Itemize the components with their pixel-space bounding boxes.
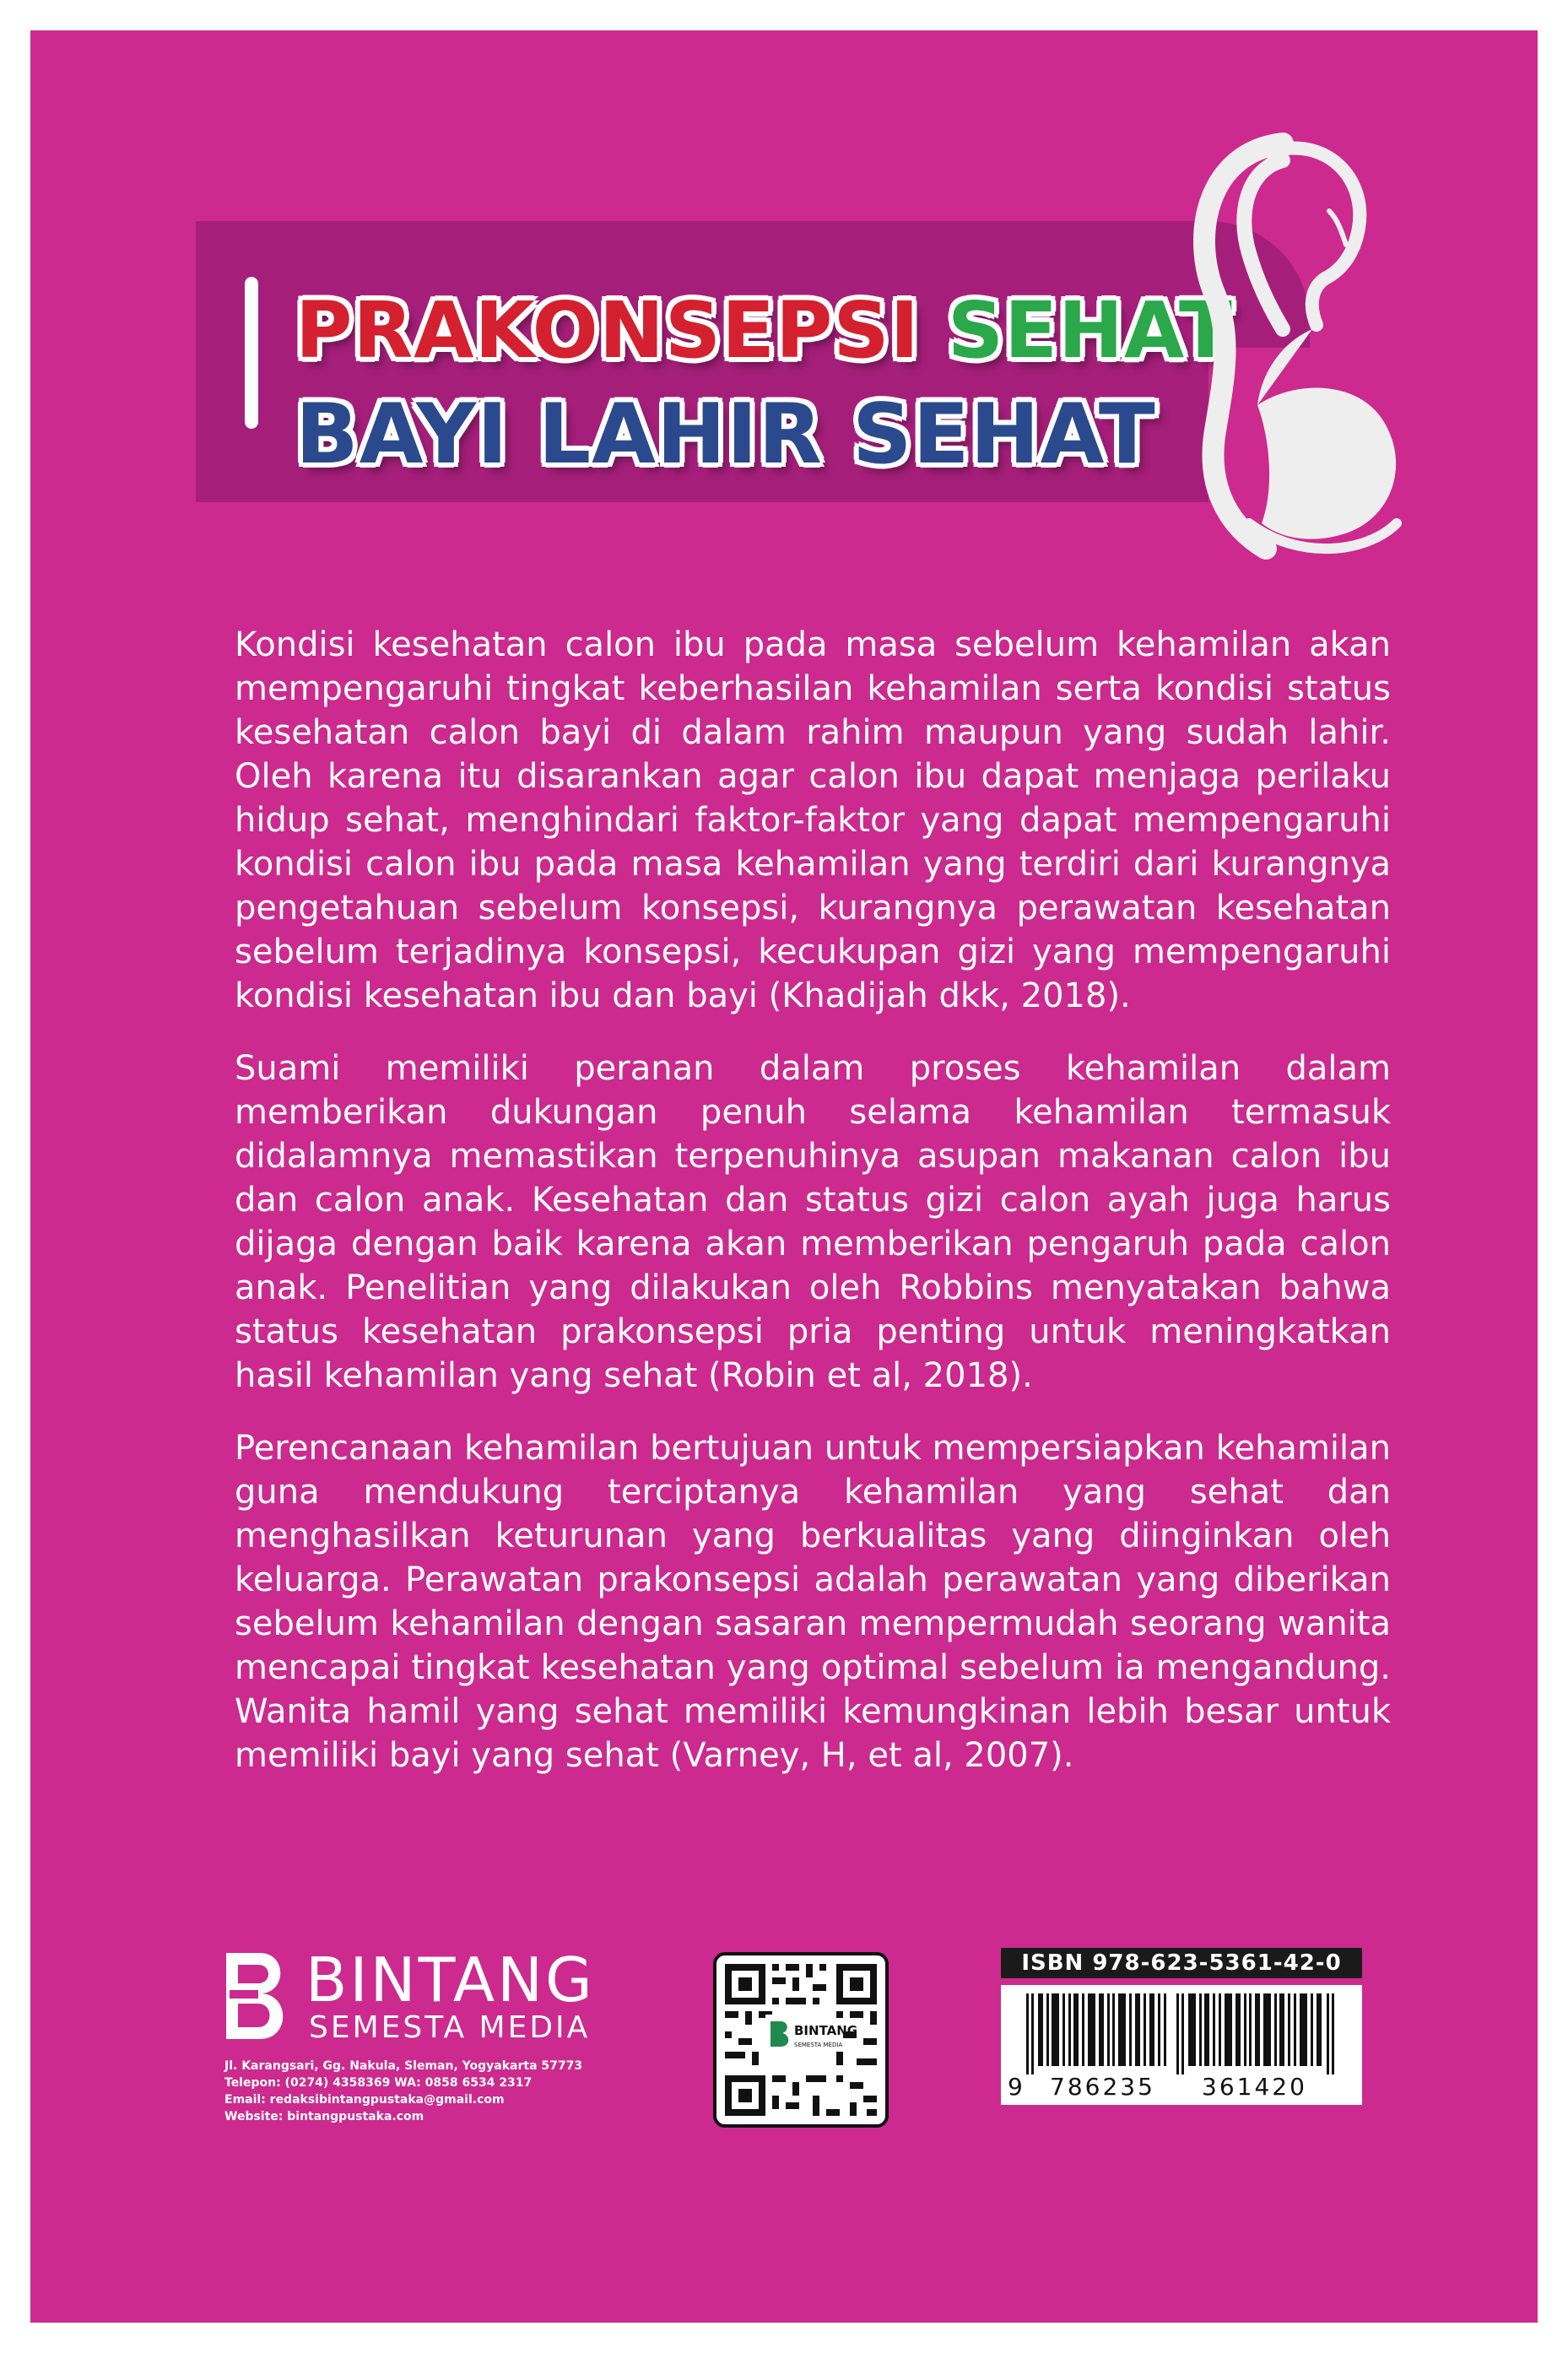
title-accent-bar [245, 277, 258, 429]
blurb-paragraph-2: Suami memiliki peranan dalam proses kehamilan dalam memberikan dukungan penuh selama kehamilan termasuk didalamnya memastikan terpenuhinya asupan makanan calon ibu dan calon anak. Kesehatan dan status gizi calon ayah juga harus dijaga dengan baik karena akan memberikan pengaruh pada calon anak. Penelitian yang dilakukan oleh Robbins menyatakan bahwa status kesehatan prakonsepsi pria penting untuk meningkatkan hasil kehamilan yang sehat (Robin et al, 2018). [235, 1049, 1391, 1395]
publisher-name: BINTANG [305, 1945, 595, 2015]
barcode-digits-group-2: 361420 [1202, 2073, 1307, 2101]
barcode-digit-lead: 9 [1008, 2073, 1023, 2101]
title-line-2 [295, 387, 1156, 483]
title-bayi-lahir-sehat: BAYI LAHIR SEHAT [295, 387, 1156, 483]
barcode-bars-icon [1026, 1993, 1338, 2074]
publisher-subname: SEMESTA MEDIA [309, 2010, 591, 2045]
publisher-email: Email: redaksibintangpustaka@gmail.com [224, 2093, 505, 2107]
blurb-text [235, 623, 1391, 1806]
qr-logo-sub: SEMESTA MEDIA [794, 2042, 843, 2048]
publisher-block [221, 1945, 694, 2144]
title-word-prakonsepsi: PRAKONSEPSI [295, 285, 920, 376]
blurb-paragraph-1: Kondisi kesehatan calon ibu pada masa sebelum kehamilan akan mempengaruhi tingkat keberhasilan kehamilan serta kondisi status kesehatan calon bayi di dalam rahim maupun yang sudah lahir. Oleh karena itu disarankan agar calon ibu dapat menjaga perilaku hidup sehat, menghindari faktor-faktor yang dapat mempengaruhi kondisi calon ibu pada masa kehamilan yang terdiri dari kurangnya pengetahuan sebelum konsepsi, kurangnya perawatan kesehatan sebelum terjadinya konsepsi, kecukupan gizi yang mempengaruhi kondisi kesehatan ibu dan bayi (Khadijah dkk, 2018). [235, 625, 1391, 1015]
title-word-sehat: SEHAT [947, 285, 1233, 376]
publisher-contact [224, 2058, 582, 2125]
blurb-paragraph-3: Perencanaan kehamilan bertujuan untuk mempersiapkan kehamilan guna mendukung terciptanya kehamilan yang sehat dan menghasilkan keturunan yang berkualitas yang diinginkan oleh keluarga. Perawatan prakonsepsi adalah perawatan yang diberikan sebelum kehamilan dengan sasaran mempermudah seorang wanita mencapai tingkat kesehatan yang optimal sebelum ia mengandung. Wanita hamil yang sehat memiliki kemungkinan lebih besar untuk memiliki bayi yang sehat (Varney, H, et al, 2007). [235, 1429, 1391, 1775]
publisher-address: Jl. Karangsari, Gg. Nakula, Sleman, Yogyakarta 57773 [224, 2059, 583, 2073]
barcode-digits-group-1: 786235 [1050, 2073, 1155, 2101]
publisher-website: Website: bintangpustaka.com [224, 2110, 424, 2123]
qr-code [713, 1952, 889, 2128]
pregnant-woman-icon [1156, 127, 1418, 565]
isbn-label: ISBN 978-623-5361-42-0 [1001, 1948, 1362, 1978]
title-line-1 [295, 285, 1233, 376]
publisher-phone: Telepon: (0274) 4358369 WA: 0858 6534 2317 [224, 2076, 533, 2090]
qr-code-icon [716, 1955, 885, 2124]
qr-logo-name: BINTANG [794, 2023, 858, 2038]
barcode [1001, 1985, 1362, 2105]
publisher-logo-icon [221, 1950, 290, 2042]
isbn-barcode-block [1001, 1948, 1362, 2105]
